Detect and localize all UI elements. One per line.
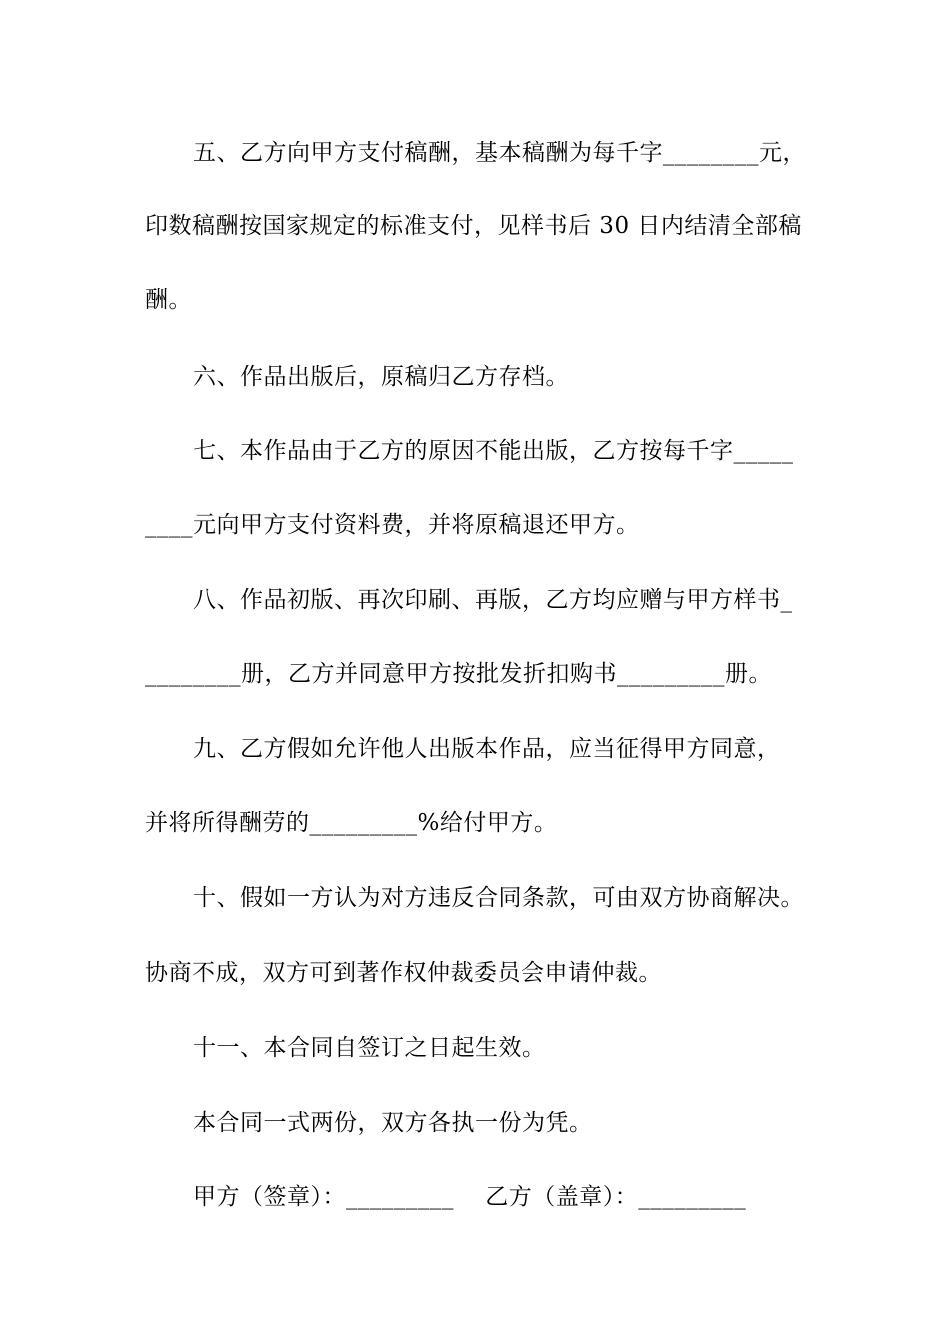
clause-5-line-2: 印数稿酬按国家规定的标准支付，见样书后 30 日内结清全部稿 [145,213,802,239]
clause-9-line-2: 并将所得酬劳的_________%给付甲方。 [145,810,558,836]
clause-6: 六、作品出版后，原稿归乙方存档。 [193,364,569,390]
clause-10-line-2: 协商不成，双方可到著作权仲裁委员会申请仲裁。 [145,960,662,986]
clause-8-line-2: ________册，乙方并同意甲方按批发折扣购书_________册。 [145,661,772,687]
clause-10-line-1: 十、假如一方认为对方违反合同条款，可由双方协商解决。 [193,885,804,911]
clause-7-line-1: 七、本作品由于乙方的原因不能出版，乙方按每千字_____ [193,438,794,464]
copies-statement: 本合同一式两份，双方各执一份为凭。 [193,1110,593,1136]
clause-5-line-1: 五、乙方向甲方支付稿酬，基本稿酬为每千字________元， [193,140,806,166]
clause-11: 十一、本合同自签订之日起生效。 [193,1035,546,1061]
clause-5-line-3: 酬。 [145,287,192,313]
clause-7-line-2: ____元向甲方支付资料费，并将原稿退还甲方。 [145,512,640,538]
clause-8-line-1: 八、作品初版、再次印刷、再版，乙方均应赠与甲方样书_ [193,587,793,613]
clause-9-line-1: 九、乙方假如允许他人出版本作品，应当征得甲方同意， [193,736,781,762]
signature-line: 甲方（签章）：_________ 乙方（盖章）：_________ [193,1184,747,1210]
